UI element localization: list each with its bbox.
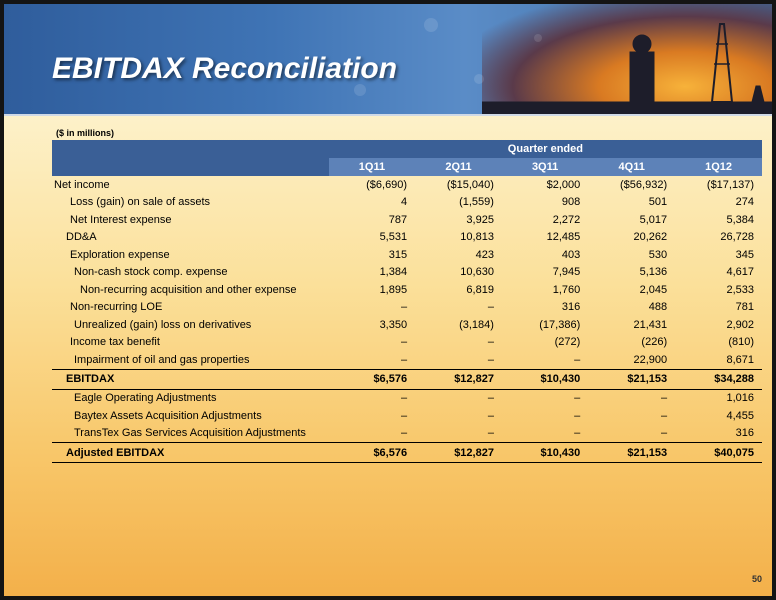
cell-value: 5,384 [726, 213, 754, 226]
cell-value: 4,617 [726, 266, 754, 279]
cell-value: (226) [641, 336, 668, 349]
cell-value: $2,000 [546, 178, 581, 191]
content-area [4, 116, 772, 596]
cell-value: – [400, 301, 408, 314]
table-row [52, 351, 762, 369]
cell-value: 316 [735, 427, 754, 440]
row-label: Non-cash stock comp. expense [74, 266, 228, 279]
table-row [52, 425, 762, 443]
cell-value: – [574, 427, 581, 440]
cell-value: $10,430 [502, 443, 588, 463]
reconciliation-table [52, 140, 762, 463]
row-label: Eagle Operating Adjustments [74, 392, 217, 405]
cell-value: 274 [735, 196, 754, 209]
cell-value: 403 [561, 248, 581, 261]
cell-value: – [400, 336, 408, 349]
cell-value: 1,760 [552, 283, 581, 296]
cell-value: $6,576 [329, 369, 415, 389]
cell-value: ($6,690) [366, 178, 408, 191]
derrick-silhouette-icon [482, 4, 772, 114]
table-row [52, 229, 762, 247]
cell-value: 1,016 [726, 392, 754, 405]
cell-value: (272) [554, 336, 581, 349]
page-number: 50 [751, 574, 762, 584]
decor-dot [424, 18, 438, 32]
cell-value: 316 [561, 301, 581, 314]
cell-value: 10,813 [460, 231, 494, 244]
cell-value: 26,728 [720, 231, 754, 244]
cell-value: 908 [561, 196, 581, 209]
cell-value: 7,945 [552, 266, 581, 279]
cell-value: 530 [648, 248, 668, 261]
table-row [52, 264, 762, 282]
table-row [52, 211, 762, 229]
cell-value: – [487, 301, 494, 314]
cell-value: – [487, 409, 494, 422]
table-row [52, 316, 762, 334]
row-label: Impairment of oil and gas properties [74, 353, 250, 366]
cell-value: – [660, 409, 668, 422]
column-header: 1Q11 [329, 158, 415, 176]
row-label: Non-recurring LOE [70, 301, 163, 314]
cell-value: (1,559) [459, 196, 494, 209]
header-spacer [52, 140, 329, 158]
cell-value: – [487, 336, 494, 349]
cell-value: 5,531 [379, 231, 408, 244]
column-header: 4Q11 [588, 158, 675, 176]
total-row [52, 443, 762, 463]
cell-value: 3,350 [379, 318, 408, 331]
cell-value: 2,045 [639, 283, 668, 296]
cell-value: – [574, 392, 581, 405]
row-label: Net Interest expense [70, 213, 172, 226]
row-label: Non-recurring acquisition and other expense [80, 283, 297, 296]
row-label: DD&A [66, 231, 97, 244]
cell-value: 4 [400, 196, 408, 209]
page-title: EBITDAX Reconciliation [52, 52, 398, 85]
column-header: 2Q11 [415, 158, 502, 176]
cell-value: 787 [388, 213, 408, 226]
cell-value: – [487, 392, 494, 405]
table-row [52, 389, 762, 407]
cell-value: (3,184) [459, 318, 494, 331]
cell-value: 22,900 [633, 353, 668, 366]
cell-value: $12,827 [415, 369, 502, 389]
row-label: EBITDAX [52, 369, 329, 389]
group-header-quarter-ended: Quarter ended [329, 140, 762, 158]
column-header: 1Q12 [675, 158, 762, 176]
table-column-header-row [52, 158, 762, 176]
cell-value: – [574, 353, 581, 366]
cell-value: $40,075 [675, 443, 762, 463]
cell-value: 781 [735, 301, 754, 314]
cell-value: $6,576 [329, 443, 415, 463]
table-row [52, 194, 762, 212]
cell-value: 4,455 [726, 409, 754, 422]
table-row [52, 176, 762, 194]
cell-value: 345 [735, 248, 754, 261]
reconciliation-table-wrapper [52, 140, 762, 463]
cell-value: 315 [388, 248, 408, 261]
table-group-header-row [52, 140, 762, 158]
subtotal-row [52, 369, 762, 389]
cell-value: – [487, 427, 494, 440]
cell-value: 488 [648, 301, 668, 314]
cell-value: 20,262 [633, 231, 668, 244]
table-row [52, 334, 762, 352]
cell-value: – [400, 409, 408, 422]
cell-value: 10,630 [460, 266, 494, 279]
cell-value: 2,902 [726, 318, 754, 331]
cell-value: (17,386) [539, 318, 581, 331]
cell-value: – [574, 409, 581, 422]
cell-value: $21,153 [588, 369, 675, 389]
row-label: TransTex Gas Services Acquisition Adjustments [74, 427, 306, 440]
cell-value: – [400, 392, 408, 405]
cell-value: ($17,137) [706, 178, 754, 191]
table-row [52, 299, 762, 317]
table-row [52, 281, 762, 299]
cell-value: – [660, 427, 668, 440]
row-label: Exploration expense [70, 248, 170, 261]
cell-value: 5,017 [639, 213, 668, 226]
cell-value: – [400, 427, 408, 440]
cell-value: – [487, 353, 494, 366]
cell-value: $10,430 [502, 369, 588, 389]
cell-value: 21,431 [633, 318, 668, 331]
title-banner [4, 4, 772, 116]
cell-value: 6,819 [466, 283, 494, 296]
cell-value: 423 [475, 248, 494, 261]
cell-value: 501 [648, 196, 668, 209]
row-label: Baytex Assets Acquisition Adjustments [74, 409, 262, 422]
cell-value: 5,136 [639, 266, 668, 279]
row-label: Income tax benefit [70, 336, 160, 349]
cell-value: – [400, 353, 408, 366]
cell-value: $21,153 [588, 443, 675, 463]
cell-value: $34,288 [675, 369, 762, 389]
cell-value: ($15,040) [446, 178, 494, 191]
table-row [52, 407, 762, 425]
table-row [52, 246, 762, 264]
row-label: Unrealized (gain) loss on derivatives [74, 318, 252, 331]
cell-value: $12,827 [415, 443, 502, 463]
row-label: Loss (gain) on sale of assets [70, 196, 211, 209]
cell-value: 12,485 [546, 231, 581, 244]
row-label: Adjusted EBITDAX [52, 443, 329, 463]
units-note: ($ in millions) [56, 128, 115, 138]
cell-value: 1,384 [379, 266, 408, 279]
row-label: Net income [54, 178, 110, 191]
column-header: 3Q11 [502, 158, 588, 176]
cell-value: 8,671 [726, 353, 754, 366]
header-spacer [52, 158, 329, 176]
cell-value: ($56,932) [620, 178, 668, 191]
cell-value: 2,533 [726, 283, 754, 296]
cell-value: 1,895 [379, 283, 408, 296]
cell-value: (810) [728, 336, 754, 349]
cell-value: 3,925 [466, 213, 494, 226]
cell-value: 2,272 [552, 213, 581, 226]
cell-value: – [660, 392, 668, 405]
